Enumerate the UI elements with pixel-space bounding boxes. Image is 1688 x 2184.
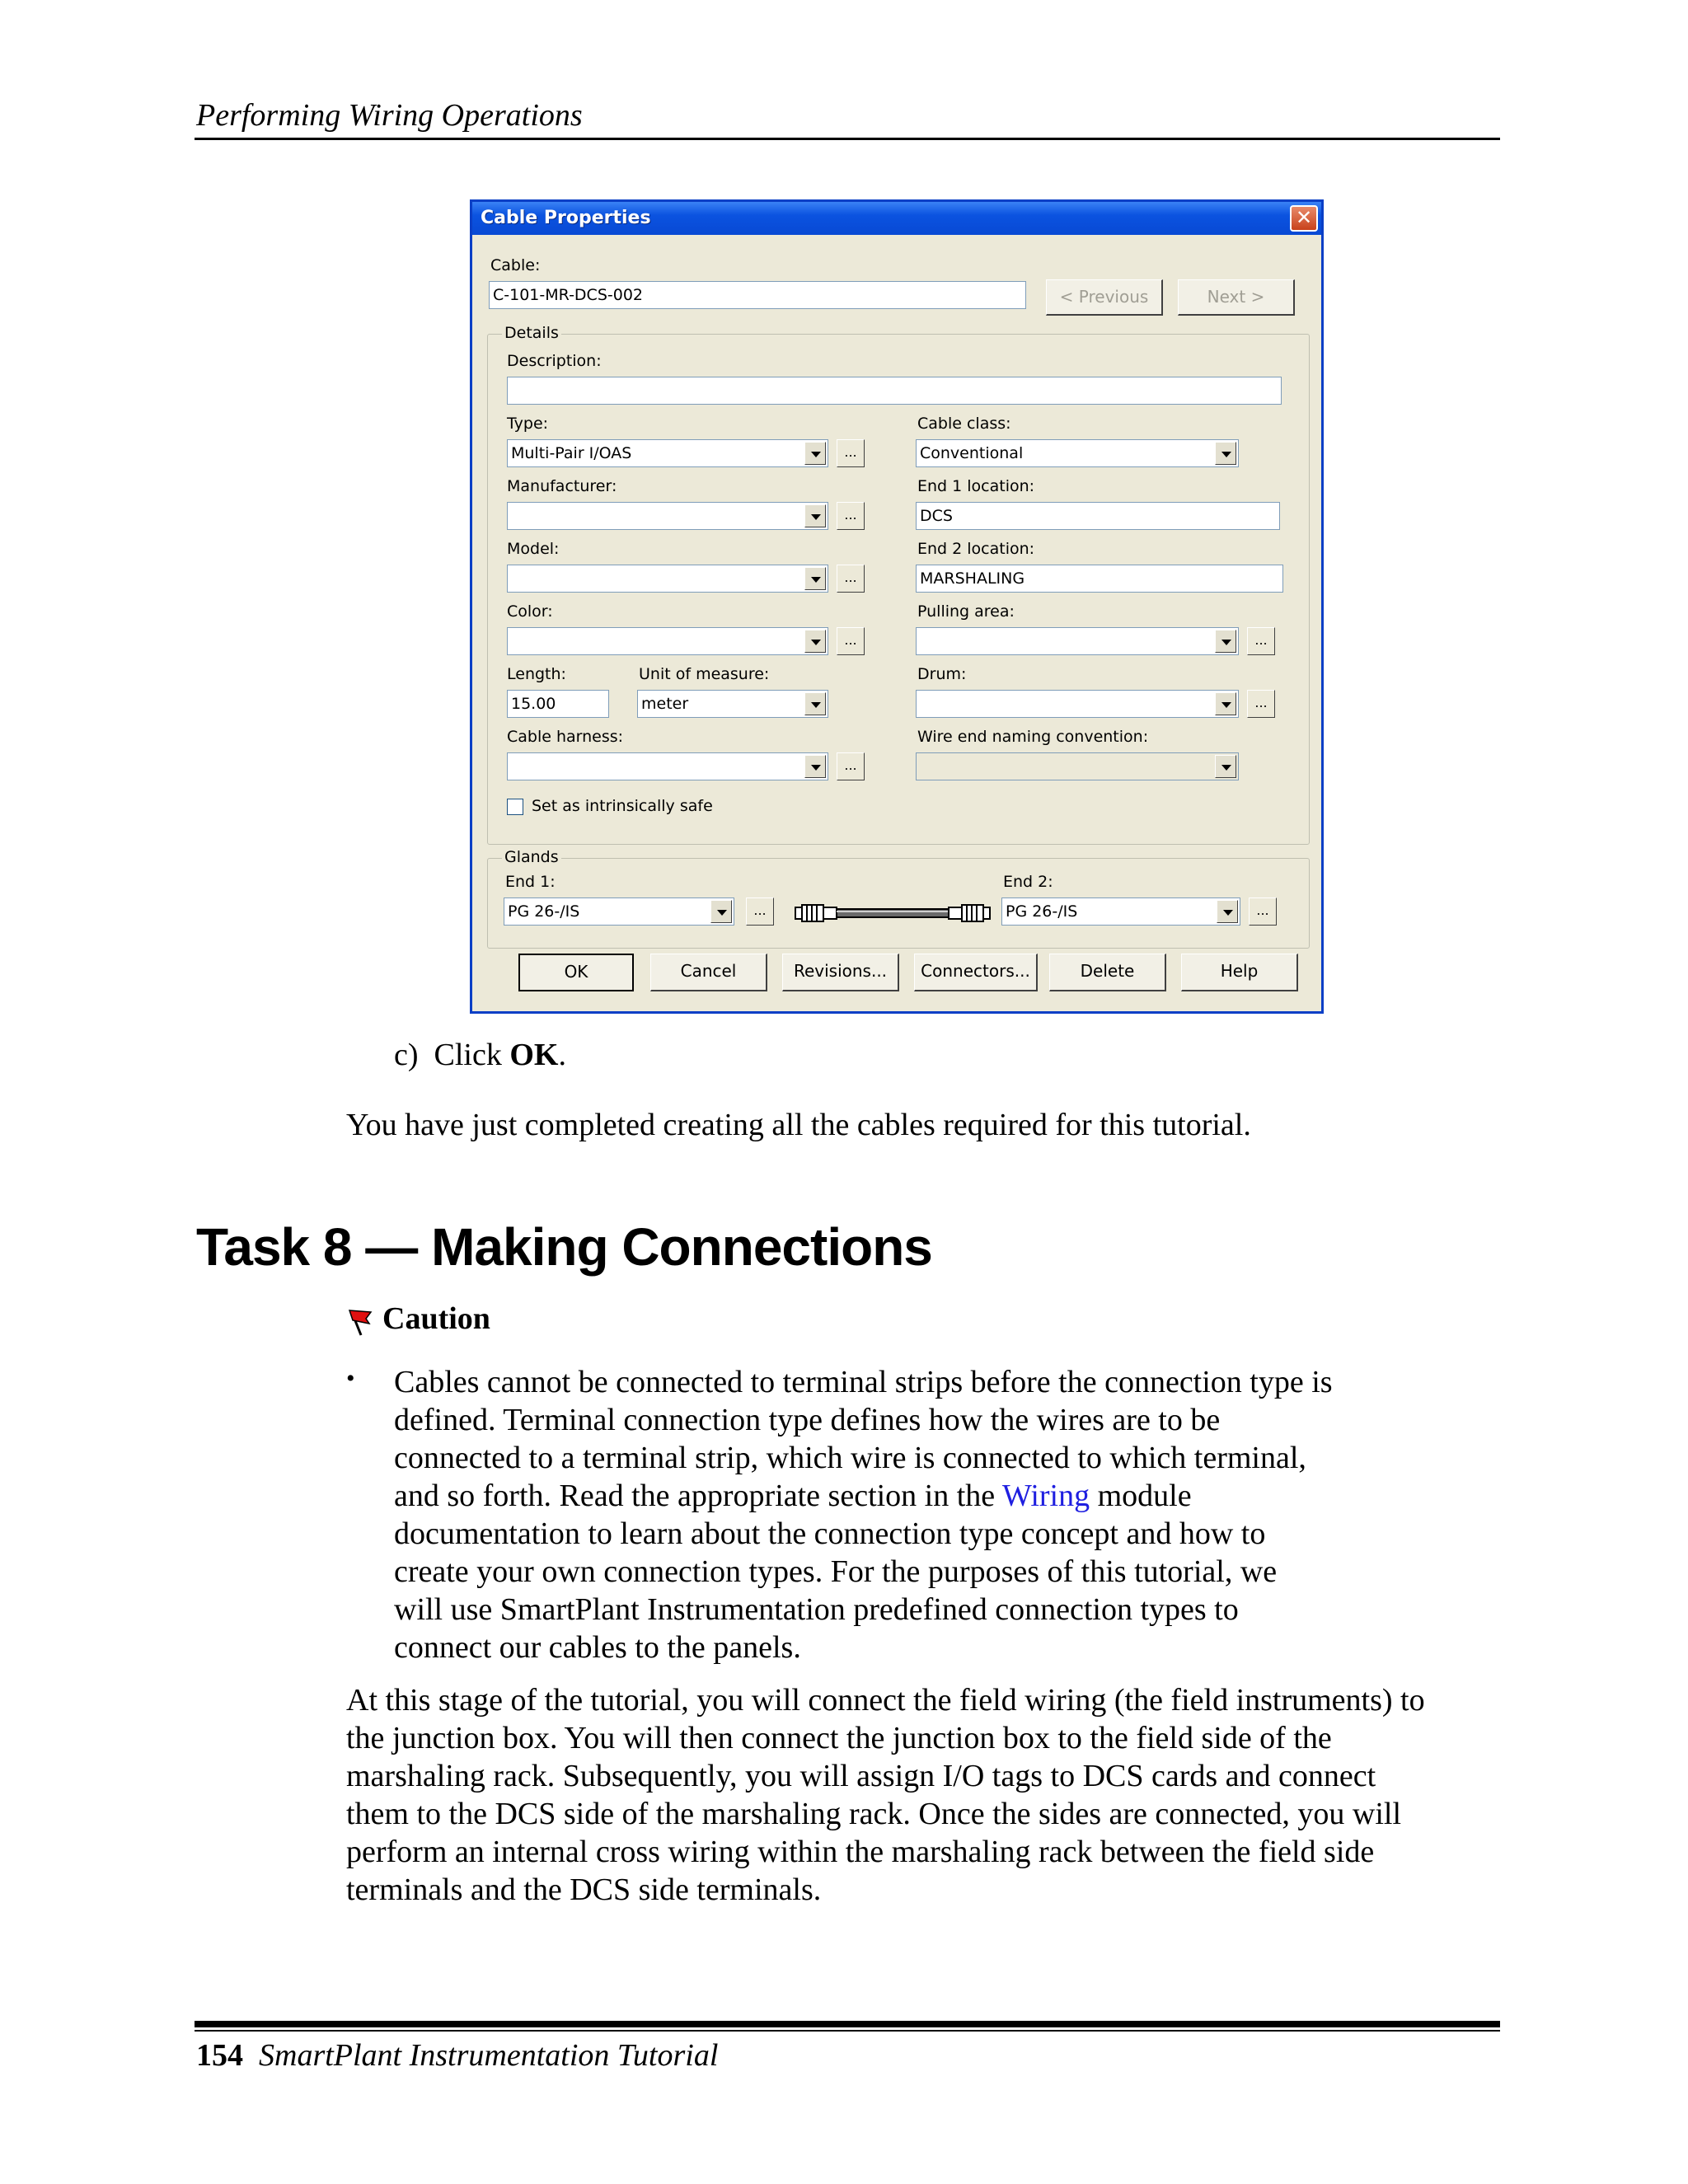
stage-line: At this stage of the tutorial, you will connect the field wiring (the field instruments) to [346, 1683, 1425, 1718]
caution-line [394, 1477, 1192, 1515]
task-heading: Task 8 — Making Connections [196, 1217, 932, 1277]
cable-input[interactable]: C-101-MR-DCS-002 [489, 281, 1026, 309]
chevron-down-icon[interactable] [804, 692, 826, 715]
page-number: 154 [196, 2038, 243, 2073]
previous-button[interactable]: < Previous [1046, 279, 1163, 316]
color-browse-button[interactable]: ... [837, 627, 865, 655]
type-browse-button[interactable]: ... [837, 439, 865, 467]
chevron-down-icon[interactable] [710, 900, 732, 923]
cable-properties-dialog [470, 199, 1324, 1014]
gland-end2-dropdown[interactable] [1001, 898, 1240, 926]
caution-flag-icon [345, 1307, 374, 1337]
color-label: Color: [507, 602, 553, 621]
ok-button[interactable]: OK [518, 954, 634, 991]
harness-dropdown[interactable] [507, 752, 828, 780]
drum-browse-button[interactable]: ... [1247, 690, 1275, 718]
chevron-down-icon[interactable] [1215, 630, 1236, 653]
caution-line-before: and so forth. Read the appropriate section in the [394, 1479, 1002, 1513]
connectors-button[interactable]: Connectors... [914, 954, 1038, 991]
chevron-down-icon[interactable] [804, 755, 826, 778]
harness-browse-button[interactable]: ... [837, 752, 865, 780]
chevron-down-icon[interactable] [1215, 442, 1236, 465]
caution-line: create your own connection types. For the purposes of this tutorial, we [394, 1554, 1278, 1589]
pulling-area-dropdown[interactable] [916, 627, 1239, 655]
completed-text: You have just completed creating all the cables required for this tutorial. [346, 1108, 1251, 1142]
description-label: Description: [507, 352, 602, 370]
page-footer [196, 2037, 718, 2074]
stage-line: the junction box. You will then connect the junction box to the field side of the [346, 1721, 1332, 1755]
cable-class-label: Cable class: [917, 415, 1011, 433]
drum-label: Drum: [917, 665, 967, 683]
caution-line: connect our cables to the panels. [394, 1630, 801, 1665]
footer-title: SmartPlant Instrumentation Tutorial [259, 2038, 719, 2073]
cable-class-value: Conventional [920, 444, 1024, 462]
caution-line: connected to a terminal strip, which wire is connected to which terminal, [394, 1441, 1306, 1475]
unit-value: meter [641, 695, 689, 713]
type-dropdown[interactable] [507, 439, 828, 467]
dialog-titlebar [472, 202, 1321, 235]
model-dropdown[interactable] [507, 565, 828, 593]
description-input[interactable] [507, 377, 1282, 405]
chevron-down-icon[interactable] [1215, 692, 1236, 715]
step-suffix: . [558, 1038, 566, 1072]
caution-line: documentation to learn about the connection type concept and how to [394, 1516, 1266, 1551]
stage-line: them to the DCS side of the marshaling rack. Once the sides are connected, you will [346, 1797, 1402, 1831]
unit-label: Unit of measure: [639, 665, 770, 683]
chevron-down-icon[interactable] [804, 567, 826, 590]
caution-line: defined. Terminal connection type defines how the wires are to be [394, 1403, 1221, 1437]
glands-group-label: Glands [502, 848, 561, 866]
stage-line: terminals and the DCS side terminals. [346, 1872, 822, 1907]
unit-dropdown[interactable] [637, 690, 828, 718]
caution-line: Cables cannot be connected to terminal strips before the connection type is [394, 1365, 1333, 1399]
end2-location-input[interactable]: MARSHALING [916, 565, 1283, 593]
cable-class-dropdown[interactable] [916, 439, 1239, 467]
details-group-label: Details [502, 324, 561, 342]
cancel-button[interactable]: Cancel [650, 954, 767, 991]
end1-location-label: End 1 location: [917, 477, 1035, 495]
stage-line: perform an internal cross wiring within the marshaling rack between the field side [346, 1835, 1375, 1869]
stage-line: marshaling rack. Subsequently, you will assign I/O tags to DCS cards and connect [346, 1759, 1376, 1793]
intrinsic-safe-label: Set as intrinsically safe [532, 797, 713, 815]
type-label: Type: [507, 415, 549, 433]
revisions-button[interactable]: Revisions... [782, 954, 899, 991]
model-label: Model: [507, 540, 560, 558]
gland-end2-label: End 2: [1003, 873, 1053, 891]
color-dropdown[interactable] [507, 627, 828, 655]
gland-end1-label: End 1: [505, 873, 556, 891]
cable-gland-icon [794, 901, 992, 926]
header-title: Performing Wiring Operations [196, 98, 583, 133]
footer-rule-thin [195, 2030, 1500, 2032]
chevron-down-icon[interactable] [804, 630, 826, 653]
caution-line-after: module [1090, 1479, 1192, 1513]
gland-end2-browse-button[interactable]: ... [1249, 898, 1277, 926]
manufacturer-dropdown[interactable] [507, 502, 828, 530]
harness-label: Cable harness: [507, 728, 624, 746]
gland-end1-value: PG 26-/IS [508, 902, 580, 921]
gland-end2-value: PG 26-/IS [1006, 902, 1078, 921]
chevron-down-icon[interactable] [804, 504, 826, 527]
caution-line: will use SmartPlant Instrumentation predefined connection types to [394, 1592, 1239, 1627]
length-label: Length: [507, 665, 566, 683]
dialog-title: Cable Properties [481, 208, 651, 228]
footer-rule [195, 2021, 1500, 2027]
step-prefix: c) [394, 1038, 419, 1072]
header-rule [195, 138, 1500, 140]
type-value: Multi-Pair I/OAS [511, 444, 632, 462]
close-icon[interactable]: ✕ [1290, 205, 1318, 232]
pulling-area-label: Pulling area: [917, 602, 1015, 621]
length-input[interactable]: 15.00 [507, 690, 609, 718]
bullet-icon: • [346, 1365, 355, 1392]
wire-naming-label: Wire end naming convention: [917, 728, 1149, 746]
intrinsic-safe-checkbox[interactable] [507, 799, 523, 815]
model-browse-button[interactable]: ... [837, 565, 865, 593]
delete-button[interactable]: Delete [1049, 954, 1166, 991]
manufacturer-browse-button[interactable]: ... [837, 502, 865, 530]
step-bold: OK [509, 1038, 559, 1072]
help-button[interactable]: Help [1181, 954, 1298, 991]
drum-dropdown[interactable] [916, 690, 1239, 718]
wire-naming-dropdown[interactable] [916, 752, 1239, 780]
manufacturer-label: Manufacturer: [507, 477, 617, 495]
end2-location-label: End 2 location: [917, 540, 1035, 558]
step-c [394, 1037, 566, 1073]
cable-label: Cable: [490, 256, 541, 274]
gland-end1-browse-button[interactable]: ... [746, 898, 774, 926]
end1-location-input[interactable]: DCS [916, 502, 1280, 530]
chevron-down-icon[interactable] [1215, 755, 1236, 778]
next-button[interactable]: Next > [1178, 279, 1295, 316]
chevron-down-icon[interactable] [1217, 900, 1238, 923]
chevron-down-icon[interactable] [804, 442, 826, 465]
gland-end1-dropdown[interactable] [504, 898, 734, 926]
step-text: Click [434, 1038, 510, 1072]
caution-label: Caution [382, 1301, 490, 1336]
pulling-area-browse-button[interactable]: ... [1247, 627, 1275, 655]
wiring-link[interactable]: Wiring [1001, 1479, 1090, 1513]
